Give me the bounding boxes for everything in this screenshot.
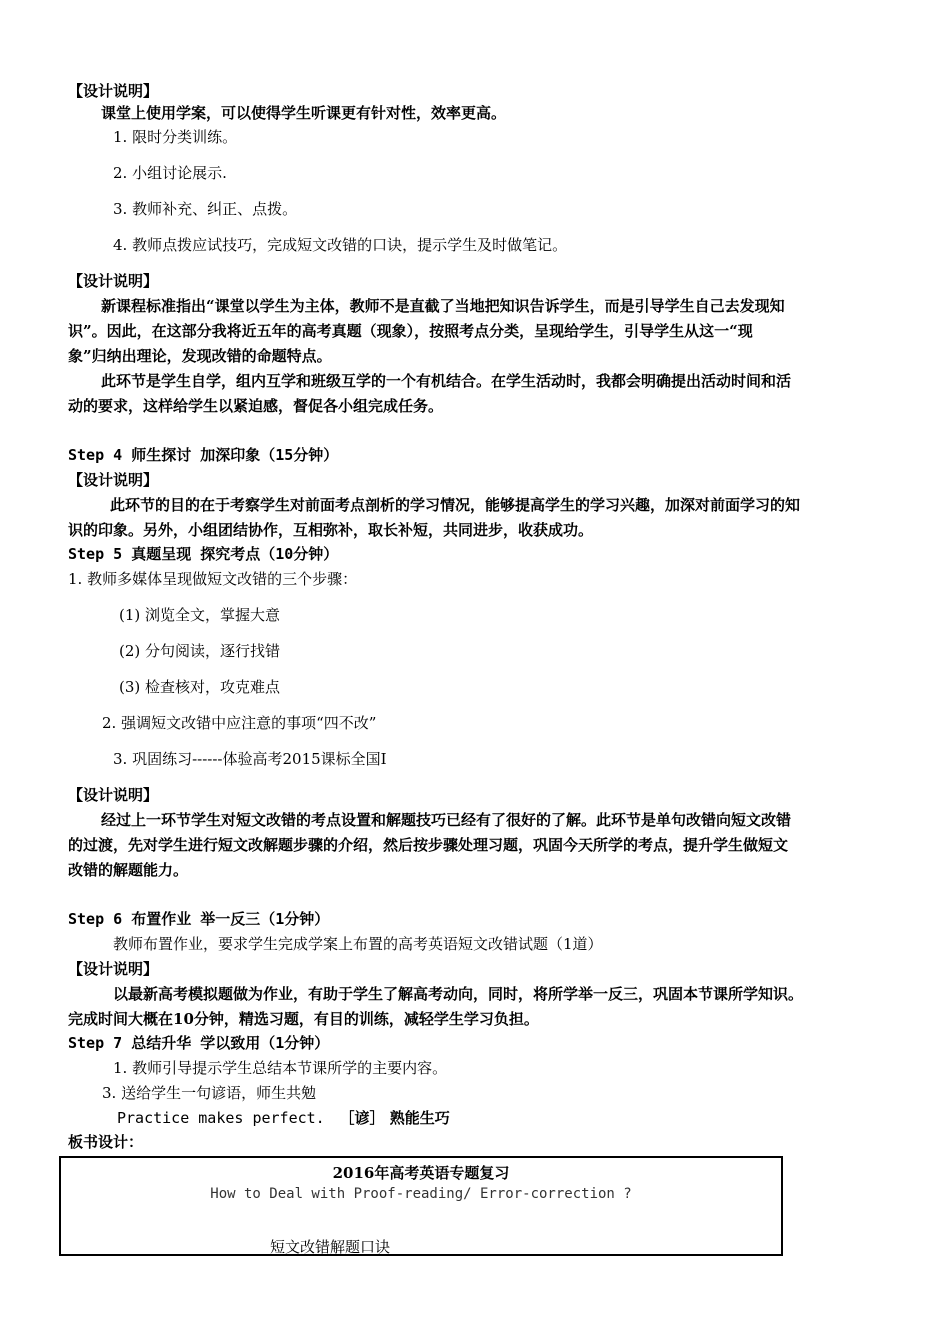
list-item: 2. 小组讨论展示. [113,164,227,182]
board-title: 2016年高考英语专题复习 [332,1164,510,1182]
paragraph-line: 课堂上使用学案，可以使得学生听课更有针对性，效率更高。 [101,104,507,122]
list-item: 3. 巩固练习------体验高考2015课标全国Ⅰ [113,750,387,768]
board-note: 短文改错解题口诀 [270,1238,391,1256]
paragraph-line: 识的印象。另外，小组团结协作，互相弥补，取长补短，共同进步，收获成功。 [68,521,594,539]
paragraph-line: 此环节是学生自学，组内互学和班级互学的一个有机结合。在学生活动时，我都会明确提出活动时间和活 [101,372,792,390]
design-note-heading: 【设计说明】 [68,82,159,100]
list-item: 2. 强调短文改错中应注意的事项“四不改” [102,714,377,732]
sub-list-item: (1) 浏览全文，掌握大意 [119,606,281,624]
design-note-heading: 【设计说明】 [68,960,159,978]
board-design-label: 板书设计： [68,1133,144,1151]
list-item: 3. 教师补充、纠正、点拨。 [113,200,298,218]
paragraph-line: 象”归纳出理论，发现改错的命题特点。 [68,347,332,365]
list-item: 1. 限时分类训练。 [113,128,238,146]
step-heading: Step 7 总结升华 学以致用（1分钟） [68,1034,330,1052]
paragraph-line: 新课程标准指出“课堂以学生为主体，教师不是直截了当地把知识告诉学生，而是引导学生自己去发现知 [101,297,785,315]
list-item: 1. 教师多媒体呈现做短文改错的三个步骤： [68,570,358,588]
list-item: 3. 送给学生一句谚语，师生共勉 [102,1084,317,1102]
step-heading: Step 5 真题呈现 探究考点（10分钟） [68,545,339,563]
design-note-heading: 【设计说明】 [68,471,159,489]
list-item: 4. 教师点拨应试技巧，完成短文改错的口诀，提示学生及时做笔记。 [113,236,568,254]
paragraph-line: 此环节的目的在于考察学生对前面考点剖析的学习情况，能够提高学生的学习兴趣，加深对前面学习的知 [110,496,801,514]
paragraph-line: 经过上一环节学生对短文改错的考点设置和解题技巧已经有了很好的了解。此环节是单句改错向短文改错 [101,811,792,829]
paragraph-line: 以最新高考模拟题做为作业，有助于学生了解高考动向，同时，将所学举一反三，巩固本节课所学知识。 [113,985,804,1003]
proverb [117,1107,450,1129]
list-item: 1. 教师引导提示学生总结本节课所学的主要内容。 [113,1059,448,1077]
proverb-chinese: ［谚］ 熟能生巧 [339,1109,450,1127]
design-note-heading: 【设计说明】 [68,786,159,804]
paragraph-line: 改错的解题能力。 [68,861,189,879]
paragraph-line: 完成时间大概在10分钟，精选习题，有目的训练，减轻学生学习负担。 [68,1010,539,1028]
paragraph-line: 识”。因此，在这部分我将近五年的高考真题（现象），按照考点分类，呈现给学生，引导学生从这一“现 [68,322,753,340]
paragraph-line: 的过渡，先对学生进行短文改解题步骤的介绍，然后按步骤处理习题，巩固今天所学的考点，提升学生做短文 [68,836,789,854]
paragraph-line: 教师布置作业，要求学生完成学案上布置的高考英语短文改错试题（1道） [113,935,603,953]
design-note-heading: 【设计说明】 [68,272,159,290]
sub-list-item: (2) 分句阅读，逐行找错 [119,642,281,660]
step-heading: Step 4 师生探讨 加深印象（15分钟） [68,446,339,464]
proverb-english: Practice makes perfect. [117,1109,325,1127]
sub-list-item: (3) 检查核对，攻克难点 [119,678,281,696]
board-subtitle: How to Deal with Proof-reading/ Error-correction ? [210,1186,632,1202]
step-heading: Step 6 布置作业 举一反三（1分钟） [68,910,330,928]
paragraph-line: 动的要求，这样给学生以紧迫感，督促各小组完成任务。 [68,397,444,415]
board-design-box [59,1156,783,1256]
